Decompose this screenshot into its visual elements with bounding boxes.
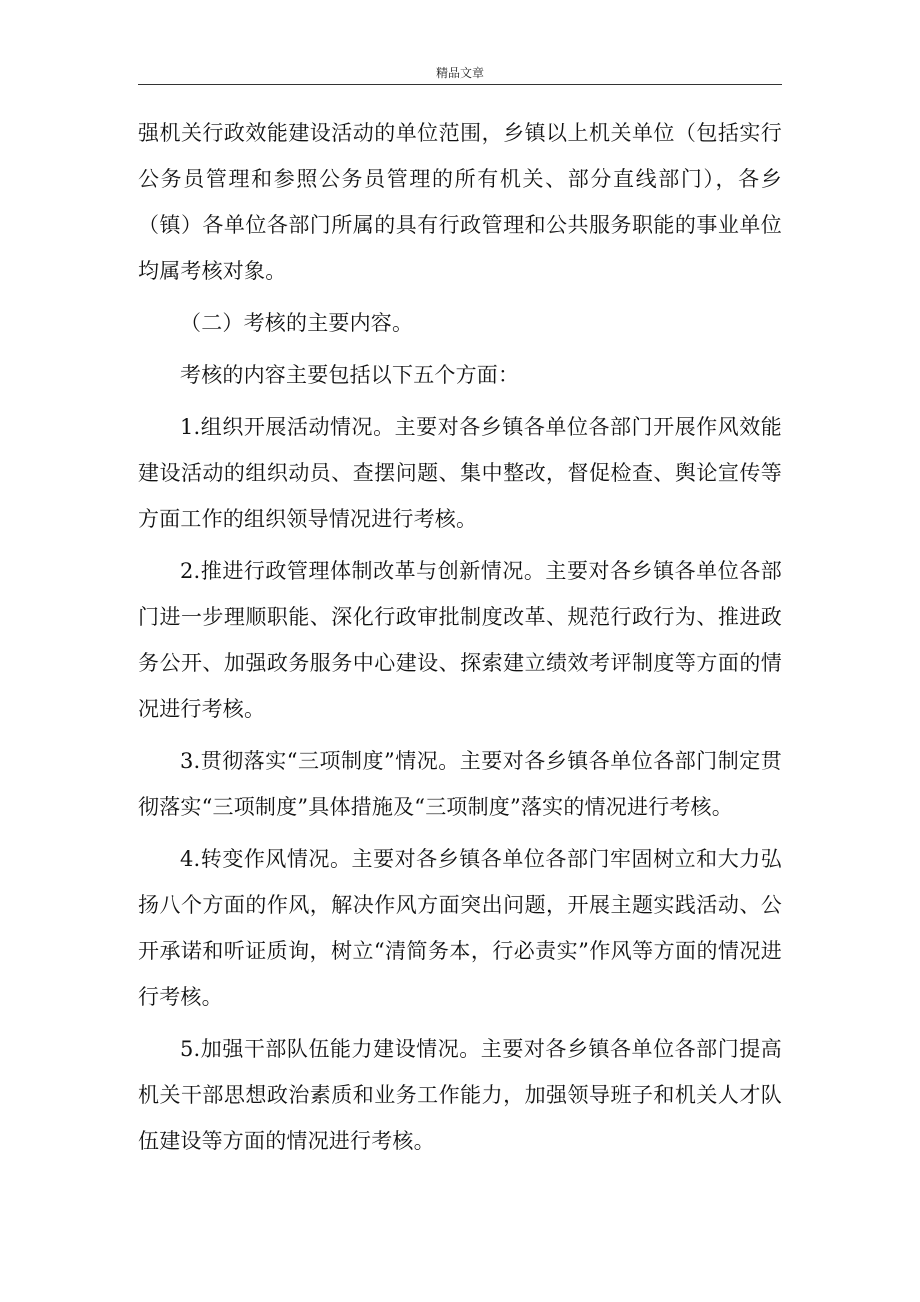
paragraph-intro: 考核的内容主要包括以下五个方面： [180,363,520,387]
paragraph-item-5: 5.加强干部队伍能力建设情况。主要对各乡镇各单位各部门提高机关干部思想政治素质和业务工作能力，加强领导班子和机关人才队伍建设等方面的情况进行考核。 [138,1037,782,1153]
header-divider [138,84,782,85]
paragraph-scope: 强机关行政效能建设活动的单位范围，乡镇以上机关单位（包括实行公务员管理和参照公务员管理的所有机关、部分直线部门），各乡（镇）各单位各部门所属的具有行政管理和公共服务职能的事业单位均属考核对象。 [138,121,782,283]
paragraph-section-heading: （二）考核的主要内容。 [180,311,414,335]
paragraph-item-1: 1.组织开展活动情况。主要对各乡镇各单位各部门开展作风效能建设活动的组织动员、查摆问题、集中整改，督促检查、舆论宣传等方面工作的组织领导情况进行考核。 [138,415,782,531]
paragraph-item-4: 4.转变作风情况。主要对各乡镇各单位各部门牢固树立和大力弘扬八个方面的作风，解决作风方面突出问题，开展主题实践活动、公开承诺和听证质询，树立“清简务本，行必责实”作风等方面的情况进行考核。 [138,847,782,1009]
page-header-title: 精品文章 [435,66,484,80]
paragraph-item-2: 2.推进行政管理体制改革与创新情况。主要对各乡镇各单位各部门进一步理顺职能、深化行政审批制度改革、规范行政行为、推进政务公开、加强政务服务中心建设、探索建立绩效考评制度等方面的情况进行考核。 [138,559,782,721]
document-body [138,110,782,1170]
paragraph-item-3: 3.贯彻落实“三项制度”情况。主要对各乡镇各单位各部门制定贯彻落实“三项制度”具体措施及“三项制度”落实的情况进行考核。 [138,749,782,819]
